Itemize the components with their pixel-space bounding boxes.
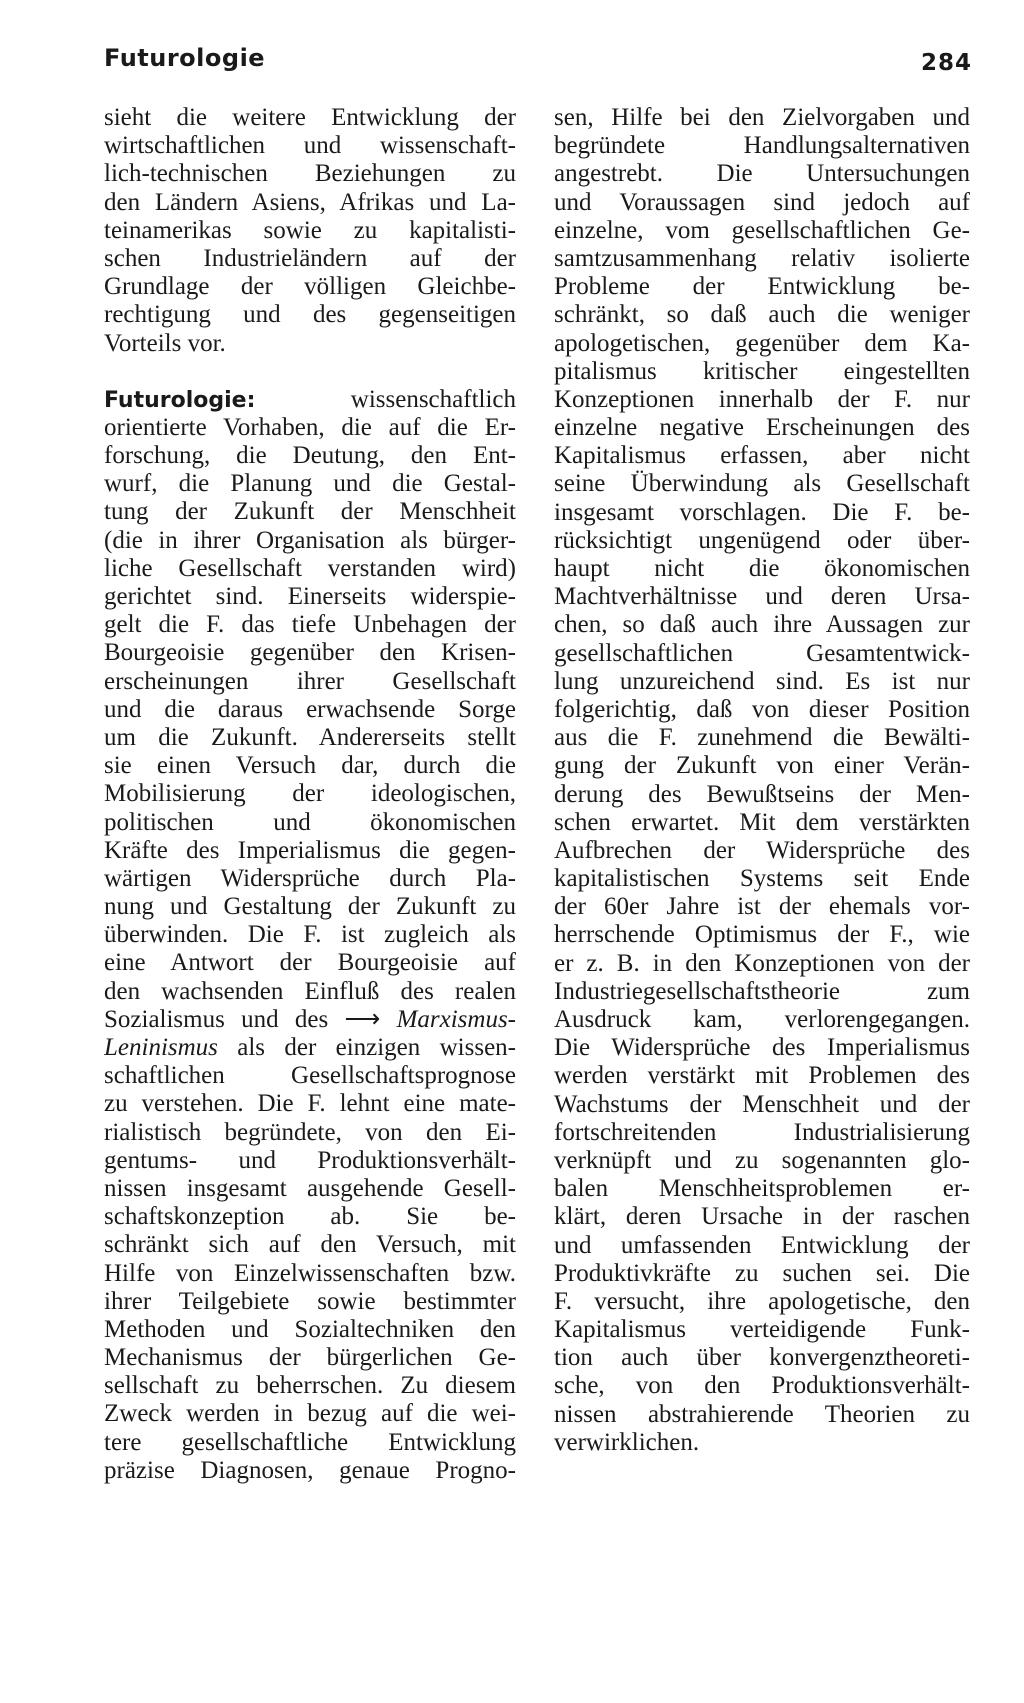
text-line: Konzeptionen innerhalb der F. nur <box>554 385 970 413</box>
text-line: gelt die F. das tiefe Unbehagen der <box>104 611 516 639</box>
text-line: ihrer Teilgebiete sowie bestimmter <box>104 1287 516 1315</box>
text-line: angestrebt. Die Untersuchungen <box>554 160 970 188</box>
text-line: forschung, die Deutung, den Ent- <box>104 442 516 470</box>
text-line: tung der Zukunft der Menschheit <box>104 498 516 526</box>
entry-first-line <box>104 386 516 414</box>
text-line: rücksichtigt ungenügend oder über- <box>554 526 970 554</box>
text-line: gerichtet sind. Einerseits widerspie- <box>104 583 516 610</box>
text-line: (die in ihrer Organisation als bürger- <box>104 526 516 554</box>
text-line: Mechanismus der bürgerlichen Ge- <box>104 1344 516 1372</box>
text-line: den wachsenden Einfluß des realen <box>104 977 516 1005</box>
text-line: pitalismus kritischer eingestellten <box>554 357 970 385</box>
text-line: fortschreitenden Industrialisierung <box>554 1118 970 1146</box>
text-line: den Ländern Asiens, Afrikas und La- <box>104 188 516 216</box>
text-line: Wachstums der Menschheit und der <box>554 1090 970 1118</box>
text-line: rechtigung und des gegenseitigen <box>104 301 516 329</box>
text-line: Hilfe von Einzelwissenschaften bzw. <box>104 1259 516 1287</box>
text-line: balen Menschheitsproblemen er- <box>554 1175 970 1203</box>
text-line: Industriegesellschaftstheorie zum <box>554 977 970 1005</box>
text-line: verknüpft und zu sogenannten glo- <box>554 1146 970 1174</box>
text-line: gung der Zukunft von einer Verän- <box>554 752 970 780</box>
text-line: schen erwartet. Mit dem verstärkten <box>554 808 970 836</box>
text-line: nissen insgesamt ausgehende Gesell- <box>104 1174 516 1202</box>
text-line: und die daraus erwachsende Sorge <box>104 695 516 723</box>
text-line: der 60er Jahre ist der ehemals vor- <box>554 893 970 921</box>
text-line: wärtigen Widersprüche durch Pla- <box>104 864 516 892</box>
text-line: verwirklichen. <box>554 1428 700 1456</box>
text-line: er z. B. in den Konzeptionen von der <box>554 949 970 977</box>
entry-text-a <box>104 414 516 1006</box>
text-line: insgesamt vorschlagen. Die F. be- <box>554 498 970 526</box>
ref-line-suffix: als der einzigen wissen- <box>217 1034 516 1061</box>
text-line: nung und Gestaltung der Zukunft zu <box>104 893 516 921</box>
paragraph-gap <box>104 358 516 386</box>
text-line: Zweck werden in bezug auf die wei- <box>104 1400 516 1428</box>
text-line: und umfassenden Entwicklung der <box>554 1231 970 1259</box>
text-line: schaftlichen Gesellschaftsprognose <box>104 1062 516 1090</box>
text-line: seine Überwindung als Gesellschaft <box>554 470 970 498</box>
text-line: lich-technischen Beziehungen zu <box>104 160 516 188</box>
text-line: herrschende Optimismus der F., wie <box>554 921 970 949</box>
text-line: teinamerikas sowie zu kapitalisti- <box>104 216 516 244</box>
entry-lemma: Futurologie: <box>104 387 256 413</box>
running-head: Futurologie <box>104 44 266 72</box>
text-line: liche Gesellschaft verstanden wird) <box>104 554 516 582</box>
text-line: überwinden. Die F. ist zugleich als <box>104 921 516 949</box>
entry-futurologie <box>104 386 516 1485</box>
text-line: Mobilisierung der ideologischen, <box>104 780 516 808</box>
text-line: sieht die weitere Entwicklung der <box>104 104 516 131</box>
text-line: sie einen Versuch dar, durch die <box>104 752 516 780</box>
text-line: schränkt sich auf den Versuch, mit <box>104 1231 516 1259</box>
text-line: erscheinungen ihrer Gesellschaft <box>104 667 516 695</box>
text-line: Die Widersprüche des Imperialismus <box>554 1034 970 1062</box>
text-line: sche, von den Produktionsverhält- <box>554 1372 970 1400</box>
text-line: Vorteils vor. <box>104 329 226 357</box>
text-line: und Voraussagen sind jedoch auf <box>554 188 970 216</box>
text-line: Kräfte des Imperialismus die gegen- <box>104 836 516 864</box>
text-line: schaftskonzeption ab. Sie be- <box>104 1203 516 1231</box>
text-line: gentums- und Produktionsverhält- <box>104 1146 516 1174</box>
paragraph-continuation <box>104 104 516 358</box>
text-line: sellschaft zu beherrschen. Zu diesem <box>104 1372 516 1400</box>
text-line: aus die F. zunehmend die Bewälti- <box>554 724 970 752</box>
cross-reference-line-2 <box>104 1034 516 1062</box>
text-line: Aufbrechen der Widersprüche des <box>554 836 970 864</box>
text-line: schränkt, so daß auch die weniger <box>554 301 970 329</box>
text-line: Kapitalismus erfassen, aber nicht <box>554 442 970 470</box>
text-line: Grundlage der völligen Gleichbe- <box>104 273 516 301</box>
text-line: samtzusammenhang relativ isolierte <box>554 244 970 272</box>
ref-line-prefix: Sozialismus und des <box>104 1005 345 1033</box>
page-number: 284 <box>920 50 972 76</box>
text-line: werden verstärkt mit Problemen des <box>554 1062 970 1090</box>
text-line: Probleme der Entwicklung be- <box>554 273 970 301</box>
entry-text-b <box>104 1062 516 1485</box>
text-line: chen, so daß auch ihre Aussagen zur <box>554 611 970 639</box>
text-line: rialistisch begründete, von den Ei- <box>104 1118 516 1146</box>
text-line: F. versucht, ihre apologetische, den <box>554 1287 970 1315</box>
text-line: Ausdruck kam, verlorengegangen. <box>554 1006 970 1033</box>
right-column <box>554 104 970 1457</box>
text-line: orientierte Vorhaben, die auf die Er- <box>104 413 516 441</box>
text-line: Methoden und Sozialtechniken den <box>104 1315 516 1343</box>
text-line: gesellschaftlichen Gesamtentwick- <box>554 639 970 667</box>
text-line: begründete Handlungsalternativen <box>554 132 970 160</box>
cross-reference-term-2[interactable]: Leninismus <box>104 1034 218 1061</box>
text-line: eine Antwort der Bourgeoisie auf <box>104 949 516 977</box>
text-line: Bourgeoisie gegenüber den Krisen- <box>104 639 516 667</box>
text-line: wurf, die Planung und die Gestal- <box>104 470 516 498</box>
text-line: nissen abstrahierende Theorien zu <box>554 1400 970 1428</box>
cross-reference-term-1[interactable]: Marxismus- <box>396 1005 516 1033</box>
text-line: einzelne negative Erscheinungen des <box>554 414 970 442</box>
arrow-icon: ⟶ <box>344 1005 381 1033</box>
text-line: politischen und ökonomischen <box>104 808 516 836</box>
text-line: klärt, deren Ursache in der raschen <box>554 1203 970 1231</box>
text-line: derung des Bewußtseins der Men- <box>554 780 970 808</box>
text-line: lung unzureichend sind. Es ist nur <box>554 667 970 695</box>
text-line: Produktivkräfte zu suchen sei. Die <box>554 1259 970 1287</box>
text-line: kapitalistischen Systems seit Ende <box>554 865 970 893</box>
text-line: wirtschaftlichen und wissenschaft- <box>104 132 516 160</box>
text-line: schen Industrieländern auf der <box>104 244 516 272</box>
text-line: sen, Hilfe bei den Zielvorgaben und <box>554 104 970 131</box>
text-line: präzise Diagnosen, genaue Progno- <box>104 1456 516 1484</box>
text-line: um die Zukunft. Andererseits stellt <box>104 723 516 751</box>
text-line: folgerichtig, daß von dieser Position <box>554 695 970 723</box>
left-column <box>104 104 516 1485</box>
text-line: tion auch über konvergenztheoreti- <box>554 1344 970 1372</box>
text-line: zu verstehen. Die F. lehnt eine mate- <box>104 1090 516 1118</box>
text-line: apologetischen, gegenüber dem Ka- <box>554 329 970 357</box>
text-line: tere gesellschaftliche Entwicklung <box>104 1428 516 1456</box>
text-line: haupt nicht die ökonomischen <box>554 555 970 582</box>
text-line: Kapitalismus verteidigende Funk- <box>554 1316 970 1344</box>
entry-first-line-text: wissenschaftlich <box>350 385 516 413</box>
cross-reference-line-1 <box>104 1006 516 1034</box>
text-line: einzelne, vom gesellschaftlichen Ge- <box>554 216 970 244</box>
text-line: Machtverhältnisse und deren Ursa- <box>554 583 970 611</box>
